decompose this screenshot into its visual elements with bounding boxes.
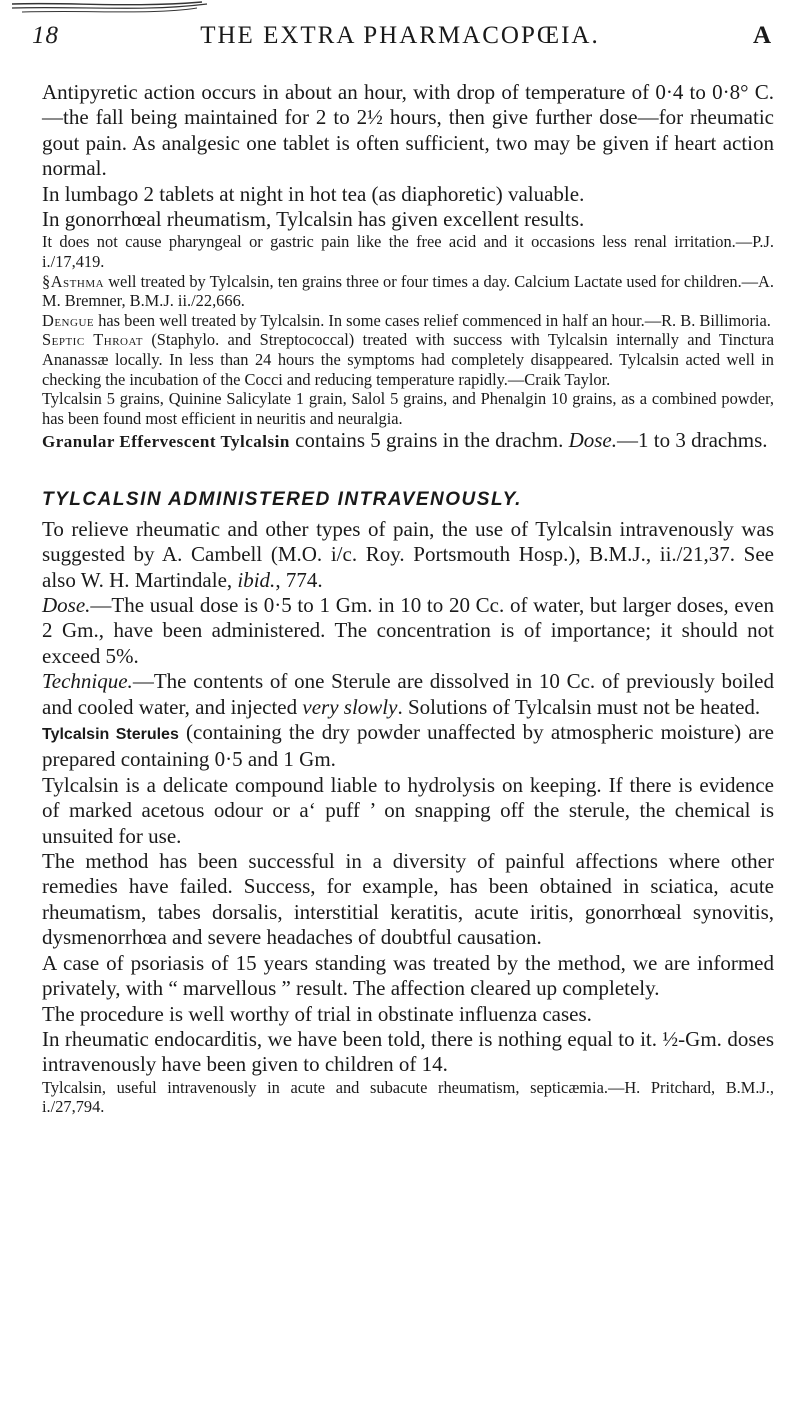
run-in-lead: Granular Effervescent Tylcalsin bbox=[42, 432, 290, 452]
dose-label: Dose. bbox=[568, 428, 618, 453]
paragraph-text: . Solutions of Tylcalsin must not be heated. bbox=[397, 694, 761, 719]
paragraph bbox=[42, 311, 774, 331]
paragraph: The method has been successful in a diversity of painful affections where other remedies have failed. Success, for example, has been obtained in sciatica, acute rheumatism, tabes dorsalis, interstitial keratitis, acute iritis, gonorrhœal synovitis, dysmenorrhœa and severe headaches of doubtful causation. bbox=[42, 849, 774, 950]
paragraph bbox=[42, 272, 774, 311]
run-in-lead: Dengue bbox=[42, 310, 95, 330]
paragraph: The procedure is well worthy of trial in obstinate influenza cases. bbox=[42, 1001, 592, 1026]
ibid-italic: ibid. bbox=[237, 567, 276, 592]
paragraph-text: well treated by Tylcalsin, ten grains three or four times a day. Calcium Lactate used for children.—A. M. Bremner, B.M.J. ii./22,666. bbox=[42, 271, 774, 311]
technique-label: Technique. bbox=[42, 669, 133, 694]
paragraph: A case of psoriasis of 15 years standing was treated by the method, we are informed privately, with “ marvellous ” result. The affection cleared up completely. bbox=[42, 950, 774, 1001]
paragraph bbox=[42, 517, 774, 593]
paragraph: Antipyretic action occurs in about an hour, with drop of temperature of 0·4 to 0·8° C.—the fall being maintained for 2 to 2½ hours, then give further dose—for rheumatic gout pain. As analgesic one tablet is often sufficient, two may be given if heart action normal. bbox=[42, 80, 774, 181]
paragraph: Tylcalsin, useful intravenously in acute and subacute rheumatism, septicæmia.—H. Pritchard, B.M.J., i./27,794. bbox=[42, 1077, 774, 1117]
paragraph: Tylcalsin is a delicate compound liable to hydrolysis on keeping. If there is evidence of marked acetous odour or a‘ puff ’ on snapping off the sterule, the chemical is unsuited for use. bbox=[42, 772, 774, 848]
dose-label: Dose. bbox=[42, 593, 91, 617]
paragraph-text: (Staphylo. and Streptococcal) treated with success with Tylcalsin internally and Tinctura Ananassæ locally. In less than 24 hours the symptoms had completely disappeared. Tylcalsin acted well in checking the incubation of the Cocci and reducing temperature rapidly.—Craik Taylor. bbox=[42, 330, 774, 389]
paragraph bbox=[42, 330, 774, 389]
run-in-lead: §Asthma bbox=[42, 271, 105, 291]
paragraph-text: —The contents of one Sterule are dissolved in 10 Cc. of previously boiled and cooled water, and injected bbox=[42, 669, 774, 719]
paragraph: In gonorrhœal rheumatism, Tylcalsin has given excellent results. bbox=[42, 207, 585, 232]
paragraph-text: (containing the dry powder unaffected by atmospheric moisture) are prepared containing 0·5 and 1 Gm. bbox=[42, 720, 774, 772]
emphasis: very slowly bbox=[302, 694, 398, 719]
paragraph bbox=[42, 720, 774, 773]
run-in-lead: Tylcalsin Sterules bbox=[42, 726, 179, 744]
paragraph-text: , 774. bbox=[275, 567, 323, 592]
paragraph: In lumbago 2 tablets at night in hot tea (as diaphoretic) valuable. bbox=[42, 181, 585, 206]
paragraph-text: —1 to 3 drachms. bbox=[617, 428, 768, 453]
section-letter: A bbox=[752, 22, 772, 49]
paragraph: Tylcalsin 5 grains, Quinine Salicylate 1 grain, Salol 5 grains, and Phenalgin 10 grains, as a combined powder, has been found most efficient in neuritis and neuralgia. bbox=[42, 389, 774, 428]
paragraph: In rheumatic endocarditis, we have been told, there is nothing equal to it. ½-Gm. doses intravenously have been given to children of 14. bbox=[42, 1026, 774, 1077]
paragraph bbox=[42, 593, 774, 669]
body-text bbox=[42, 80, 774, 1117]
paragraph-text: To relieve rheumatic and other types of pain, the use of Tylcalsin intravenously was suggested by A. Cambell (M.O. i/c. Roy. Portsmouth Hosp.), B.M.J., ii./21,37. See also W. H. Martindale, bbox=[42, 516, 774, 592]
scan-artifact-swirl-icon bbox=[12, 0, 212, 18]
section-heading: TYLCALSIN ADMINISTERED INTRAVENOUSLY. bbox=[42, 488, 522, 510]
paragraph: It does not cause pharyngeal or gastric pain like the free acid and it occasions less renal irritation.—P.J. i./17,419. bbox=[42, 232, 774, 272]
page-number: 18 bbox=[32, 22, 59, 49]
run-in-lead: Septic Throat bbox=[42, 330, 143, 350]
paragraph-text: has been well treated by Tylcalsin. In some cases relief commenced in half an hour.—R. B. Billimoria. bbox=[94, 310, 771, 330]
paragraph bbox=[42, 428, 774, 454]
paragraph-text: —The usual dose is 0·5 to 1 Gm. in 10 to 20 Cc. of water, but larger doses, even 2 Gm., have been administered. The concentration is of importance; it should not exceed 5%. bbox=[42, 593, 774, 668]
page-header bbox=[16, 22, 784, 58]
paragraph bbox=[42, 669, 774, 720]
paragraph-text: contains 5 grains in the drachm. bbox=[289, 428, 569, 453]
running-title: THE EXTRA PHARMACOPŒIA. bbox=[200, 22, 600, 49]
